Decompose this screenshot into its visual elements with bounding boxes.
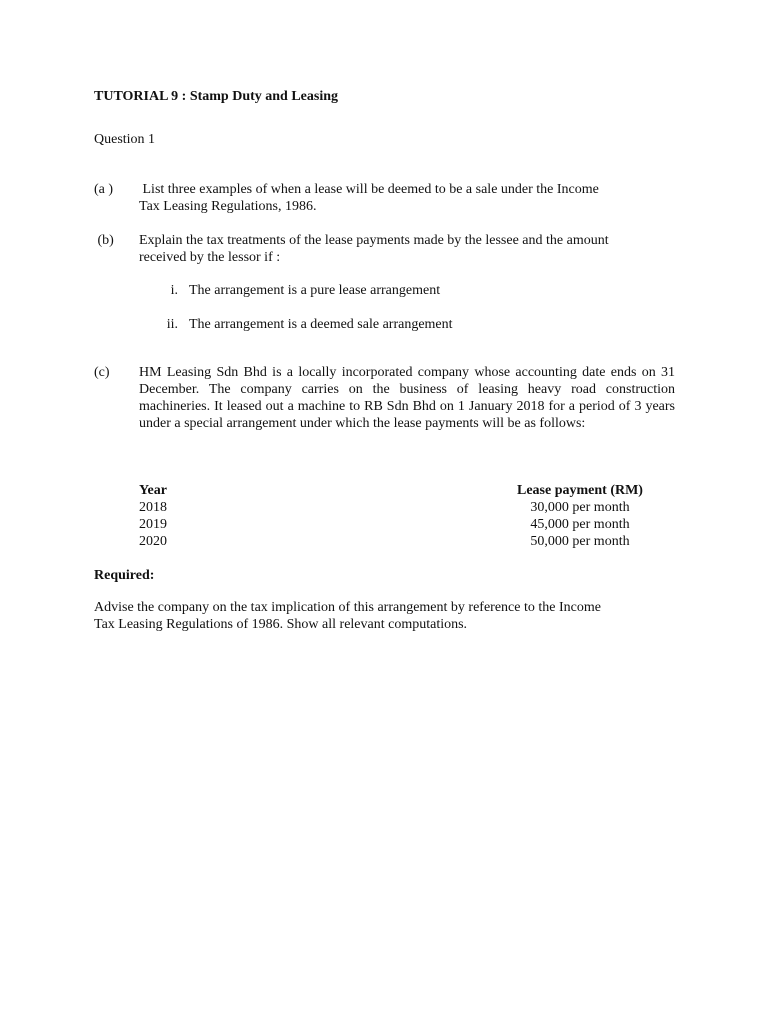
part-c-label: (c) bbox=[94, 365, 110, 380]
part-a-label: (a ) bbox=[94, 182, 114, 197]
advise-line-2: Tax Leasing Regulations of 1986. Show all relevant computations. bbox=[94, 617, 468, 632]
document-title: TUTORIAL 9 : Stamp Duty and Leasing bbox=[94, 89, 339, 104]
part-a-line-1: List three examples of when a lease will be deemed to be a sale under the Income bbox=[139, 182, 599, 197]
table-row-1-year: 2018 bbox=[139, 500, 167, 515]
table-header-year: Year bbox=[139, 483, 167, 498]
part-c-paragraph: HM Leasing Sdn Bhd is a locally incorporated company whose accounting date ends on 31 December. The company carries on the business of leasing heavy road construction machineries. It leased out a machine to RB Sdn Bhd on 1 January 2018 for a period of 3 years under a special arrangement under which the lease payments will be as follows: bbox=[139, 365, 675, 431]
advise-line-1: Advise the company on the tax implication of this arrangement by reference to the Income bbox=[94, 600, 601, 615]
table-header-lease-payment: Lease payment (RM) bbox=[517, 483, 643, 498]
part-b-item-2-numeral: ii. bbox=[166, 317, 178, 332]
table-row-2-payment: 45,000 per month bbox=[530, 517, 630, 532]
table-row-3-year: 2020 bbox=[139, 534, 167, 549]
table-row-2-year: 2019 bbox=[139, 517, 167, 532]
part-b-line-1: Explain the tax treatments of the lease payments made by the lessee and the amount bbox=[139, 233, 609, 248]
part-a-line-2: Tax Leasing Regulations, 1986. bbox=[139, 199, 317, 214]
required-heading: Required: bbox=[94, 568, 155, 583]
part-b-line-2: received by the lessor if : bbox=[139, 250, 281, 265]
part-b-item-2-text: The arrangement is a deemed sale arrangement bbox=[189, 317, 453, 332]
part-b-item-1-text: The arrangement is a pure lease arrangement bbox=[189, 283, 441, 298]
table-row-1-payment: 30,000 per month bbox=[530, 500, 630, 515]
part-b-item-1-numeral: i. bbox=[170, 283, 178, 298]
part-b-label: (b) bbox=[94, 233, 114, 248]
table-row-3-payment: 50,000 per month bbox=[530, 534, 630, 549]
question-heading: Question 1 bbox=[94, 132, 156, 147]
